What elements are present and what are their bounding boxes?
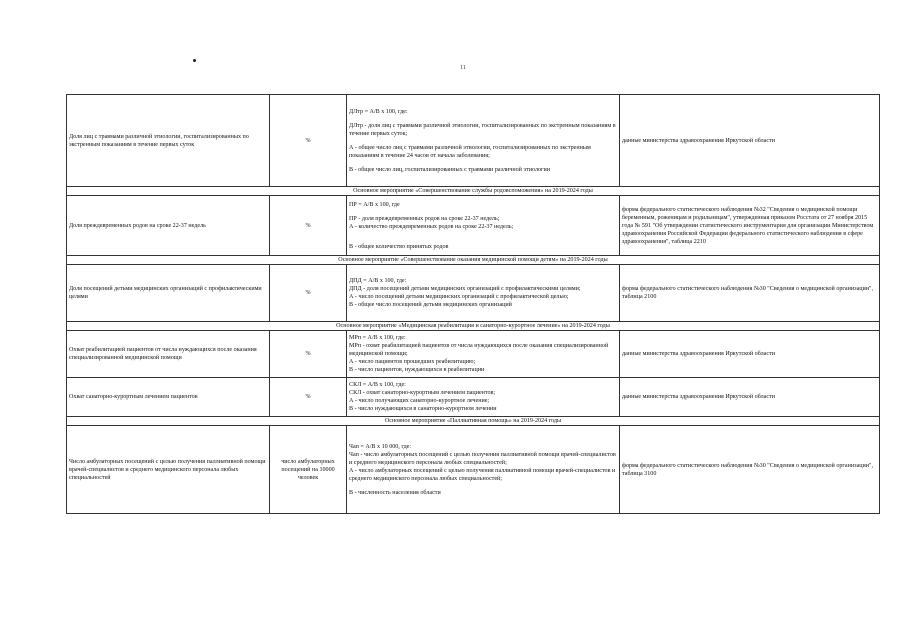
formula-line: ДЛтр = А/В х 100, где: bbox=[349, 108, 408, 115]
formula-line: А - число посещений детьми медицинских организаций с профилактической целью; bbox=[349, 294, 569, 300]
table-row bbox=[67, 378, 880, 417]
table-row bbox=[67, 95, 880, 187]
formula-line: МРп = А/В х 100, где: bbox=[349, 335, 406, 341]
formula-cell bbox=[347, 265, 620, 322]
formula-line: Чап - число амбулаторных посещений с целью получения паллиативной помощи врачей-специалистов и среднего медицинского персонала любых специальностей; bbox=[349, 451, 616, 466]
section-title: Основное мероприятие «Паллиативная помощь» на 2019-2024 годы bbox=[67, 417, 880, 426]
formula-cell bbox=[347, 196, 620, 256]
table-row bbox=[67, 265, 880, 322]
data-source-cell: данные министерства здравоохранения Иркутской области bbox=[620, 331, 880, 378]
formula-line: В - численность населения области bbox=[349, 489, 441, 496]
formula-line: В - число пациентов, нуждающихся в реабилитации bbox=[349, 367, 485, 373]
table-row bbox=[67, 426, 880, 514]
section-header-row bbox=[67, 417, 880, 426]
data-source-cell: форма федерального статистического наблюдения №32 "Сведения о медицинской помощи беременным, роженицам и родильницам", утвержденная приказом Росстата от 27 ноября 2015 года № 591 "Об утверждении статистического инструментария для организации Министерством здравоохранения Российской Федерации федерального статистического наблюдения в сфере здравоохранения", таблица 2210 bbox=[620, 196, 880, 256]
formula-line: А - общее число лиц с травмами различной этиологии, госпитализированных по экстренным показаниям в течение 24 часов от начала заболевания; bbox=[349, 144, 591, 159]
table-row bbox=[67, 196, 880, 256]
formula-line: В - общее количество принятых родов bbox=[349, 243, 449, 250]
unit-cell: % bbox=[270, 196, 347, 256]
data-source-cell: данные министерства здравоохранения Иркутской области bbox=[620, 95, 880, 187]
section-title: Основное мероприятие «Медицинская реабилитация и санаторно-курортное лечение» на 2019-2024 годы bbox=[67, 322, 880, 331]
indicator-name-cell: Доля лиц с травмами различной этиологии, госпитализированных по экстренным показаниям в течение первых суток bbox=[67, 95, 270, 187]
formula-line: СКЛ - охват санаторно-курортным лечением пациентов; bbox=[349, 390, 496, 396]
unit-cell: % bbox=[270, 95, 347, 187]
formula-line: В - общее число лиц, госпитализированных с травмами различной этиологии bbox=[349, 166, 551, 173]
formula-line: В - общее число посещений детьми медицинских организаций bbox=[349, 302, 512, 308]
formula-line: МРп - охват реабилитацией пациентов от числа нуждающихся после оказания специализированной медицинской помощи; bbox=[349, 343, 609, 357]
data-source-cell: форма федерального статистического наблюдения №30 "Сведения о медицинской организации", таблица 3100 bbox=[620, 426, 880, 514]
indicator-name-cell: Доля посещений детьми медицинских организаций с профилактическими целями bbox=[67, 265, 270, 322]
formula-line: ПР - доля преждевременных родов на сроке 22-37 недель; bbox=[349, 215, 500, 222]
formula-line: А - число амбулаторных посещений с целью получения паллиативной помощи врачей-специалистов и среднего медицинского персонала любых специальностей; bbox=[349, 467, 616, 482]
formula-line: ДПД - доля посещений детьми медицинских организаций с профилактическими целями; bbox=[349, 286, 581, 292]
section-header-row bbox=[67, 322, 880, 331]
indicator-name-cell: Охват санаторно-курортным лечением пациентов bbox=[67, 378, 270, 417]
indicator-name-cell: Число амбулаторных посещений с целью получения паллиативной помощи врачей-специалистов и среднего медицинского персонала любых специальностей bbox=[67, 426, 270, 514]
unit-cell: число амбулаторных посещений на 10000 человек bbox=[270, 426, 347, 514]
section-title: Основное мероприятие «Совершенствование службы родовспоможения» на 2019-2024 годы bbox=[67, 187, 880, 196]
formula-line: ДПД = А/В х 100, где: bbox=[349, 278, 407, 284]
indicator-name-cell: Охват реабилитацией пациентов от числа нуждающихся после оказания специализированной медицинской помощи bbox=[67, 331, 270, 378]
section-header-row bbox=[67, 256, 880, 265]
unit-cell: % bbox=[270, 265, 347, 322]
indicators-table bbox=[66, 94, 880, 514]
formula-line: Чап = А/В х 10 000, где: bbox=[349, 443, 412, 450]
page-number: 11 bbox=[460, 65, 466, 71]
unit-cell: % bbox=[270, 378, 347, 417]
formula-cell bbox=[347, 95, 620, 187]
indicator-name-cell: Доля преждевременных родов на сроке 22-37 недель bbox=[67, 196, 270, 256]
section-title: Основное мероприятие «Совершенствование оказания медицинской помощи детям» на 2019-2024 годы bbox=[67, 256, 880, 265]
formula-cell bbox=[347, 426, 620, 514]
unit-cell: % bbox=[270, 331, 347, 378]
table-row bbox=[67, 331, 880, 378]
formula-line: А - число пациентов прошедших реабилитацию; bbox=[349, 359, 476, 365]
formula-line: ПР = А/В х 100, где bbox=[349, 201, 400, 208]
formula-line: В - число нуждающихся в санаторно-курортном лечении bbox=[349, 406, 497, 412]
formula-cell bbox=[347, 331, 620, 378]
formula-line: А - количество преждевременных родов на сроке 22-37 недель; bbox=[349, 223, 514, 230]
formula-line: ДЛтр - доля лиц с травмами различной этиологии, госпитализированных по экстренным показаниям в течение первых суток; bbox=[349, 122, 616, 137]
data-source-cell: форма федерального статистического наблюдения №30 "Сведения о медицинской организации", таблица 2100 bbox=[620, 265, 880, 322]
data-source-cell: данные министерства здравоохранения Иркутской области bbox=[620, 378, 880, 417]
section-header-row bbox=[67, 187, 880, 196]
formula-cell bbox=[347, 378, 620, 417]
scan-dot-mark bbox=[193, 59, 196, 62]
indicators-table-body bbox=[67, 95, 880, 514]
formula-line: А - число получающих санаторно-курортное лечение; bbox=[349, 398, 490, 404]
formula-line: СКЛ = А/В х 100, где: bbox=[349, 382, 406, 388]
